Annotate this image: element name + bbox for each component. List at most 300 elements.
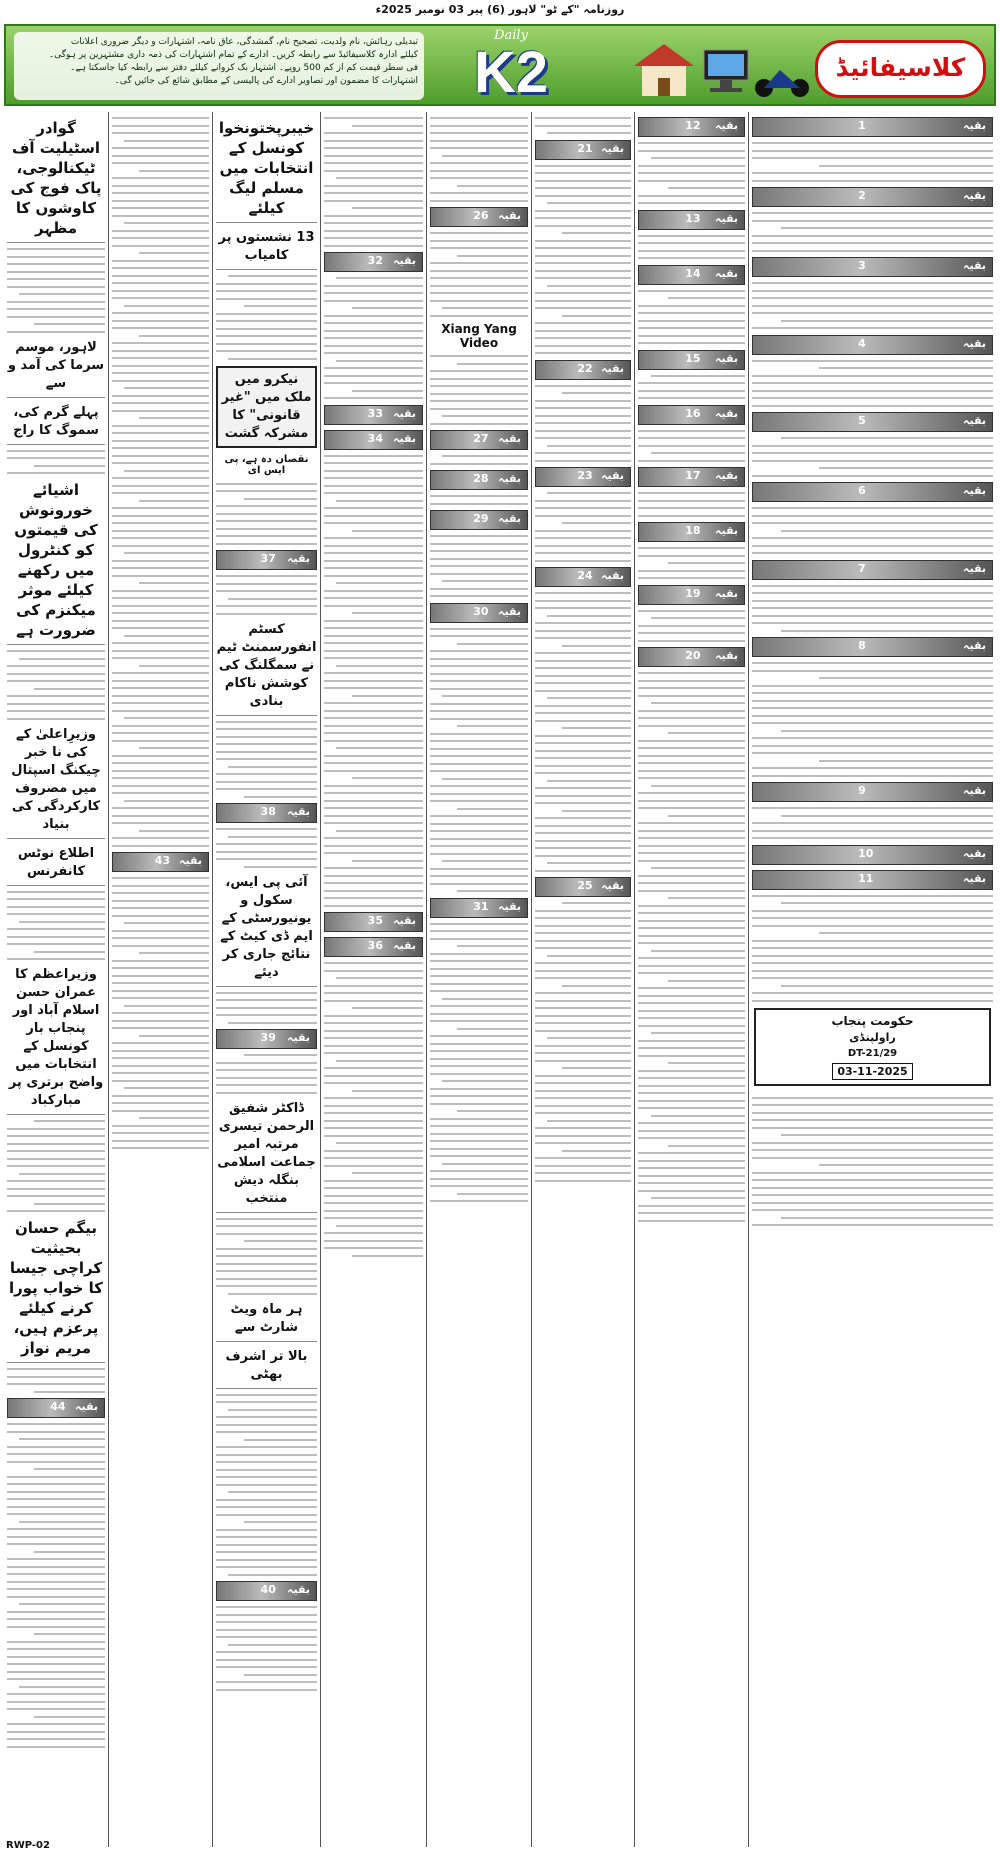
text-line [7,472,105,474]
text-line [112,1110,209,1112]
article-text [638,290,745,345]
text-line [324,462,423,464]
text-line [430,875,528,877]
text-line [7,1738,105,1740]
text-line [7,457,105,459]
text-line [535,1180,631,1182]
text-line [7,703,105,705]
text-line [216,1416,317,1418]
text-line [139,335,209,337]
article-text [7,1120,105,1212]
text-line [651,950,745,952]
text-line [324,1210,423,1212]
text-line [112,900,209,902]
continued-header [430,510,528,530]
continued-label: بقیہ [393,431,416,445]
text-line [562,392,631,394]
text-line [7,1723,105,1725]
text-line [752,670,993,672]
text-line [535,817,631,819]
text-line [112,650,209,652]
text-line [244,1521,317,1523]
text-line [228,598,317,600]
text-line [324,485,423,487]
banner-text-line: اشتہارات کا مضمون اور تصاویر ادارے کی پالیسی کے مطابق شائع کی جائیں گی۔ [114,76,418,86]
text-line [781,437,993,439]
continued-header [7,1398,105,1418]
text-line [216,1476,317,1478]
text-line [430,125,528,127]
text-line [244,498,317,500]
continued-label: بقیہ [498,432,521,445]
text-line [216,1218,317,1220]
article-text [638,672,745,1222]
article-text [112,117,209,847]
text-line [638,257,745,259]
text-line [535,1165,631,1167]
text-line [112,597,209,599]
text-line [651,375,745,377]
text-line [112,907,209,909]
text-line [7,1446,105,1448]
text-line [324,155,423,157]
continued-number: 13 [685,211,701,225]
text-line [324,170,423,172]
text-line [430,1125,528,1127]
text-line [216,528,317,530]
text-line [562,232,631,234]
text-line [535,652,631,654]
text-line [7,1368,105,1370]
text-line [139,1117,209,1119]
text-line [535,840,631,842]
text-line [112,245,209,247]
text-line [112,975,209,977]
text-line [228,1491,317,1493]
text-line [752,305,993,307]
logo-k2: K2 [473,40,549,105]
text-line [324,285,423,287]
text-line [535,682,631,684]
text-line [547,445,631,447]
text-line [430,543,528,545]
text-line [535,630,631,632]
text-line [535,932,631,934]
text-line [112,1147,209,1149]
text-line [638,382,745,384]
article-text [324,117,423,247]
text-line [228,1022,317,1024]
text-line [535,500,631,502]
text-line [324,1232,423,1234]
continued-header [638,585,745,605]
text-line [752,150,993,152]
text-line [324,507,423,509]
text-line [112,567,209,569]
text-line [457,1110,528,1112]
text-line [112,815,209,817]
text-line [112,485,209,487]
text-line [430,408,528,410]
text-line [7,898,105,900]
text-line [112,892,209,894]
text-line [336,665,423,667]
text-line [112,1050,209,1052]
text-line [638,1077,745,1079]
headline: وزیرِاعلیٰ کے کی نا خبر چیکنگ اسپتال میں مصروف کارکردگی کی بنیاد [7,726,105,839]
text-line [112,357,209,359]
text-line [638,1130,745,1132]
text-line [324,455,423,457]
text-line [112,402,209,404]
text-line [752,507,993,509]
continued-header [638,265,745,285]
text-line [352,1007,423,1009]
text-line [324,560,423,562]
text-line [324,1067,423,1069]
text-line [638,1205,745,1207]
text-line [535,422,631,424]
text-line [19,1438,105,1440]
text-line [7,1383,105,1385]
text-line [562,645,631,647]
continued-number: 15 [685,351,701,365]
text-line [112,680,209,682]
text-line [7,286,105,288]
text-line [139,500,209,502]
text-line [216,343,317,345]
text-line [638,1175,745,1177]
text-line [324,147,423,149]
text-line [668,562,745,564]
text-line [112,1012,209,1014]
text-line [535,1052,631,1054]
text-line [244,796,317,798]
text-line [638,755,745,757]
text-line [228,275,317,277]
continued-label: بقیہ [963,484,986,497]
text-line [112,732,209,734]
text-line [124,922,209,924]
text-line [324,687,423,689]
text-line [34,465,105,467]
text-line [638,687,745,689]
headline-sub: اطلاع نوٹس کانفرنس [7,845,105,886]
text-line [535,925,631,927]
text-line [638,547,745,549]
text-line [547,955,631,957]
text-line [112,200,209,202]
text-line [535,247,631,249]
text-line [535,300,631,302]
text-line [430,770,528,772]
article-text [638,430,745,462]
text-line [535,1090,631,1092]
text-line [535,180,631,182]
text-line [547,615,631,617]
text-line [324,1000,423,1002]
text-line [430,355,528,357]
continued-header [752,637,993,657]
text-line [7,1180,105,1182]
text-line [139,1035,209,1037]
text-line [324,1247,423,1249]
text-line [324,192,423,194]
text-line [112,477,209,479]
text-line [430,378,528,380]
text-line [430,853,528,855]
text-line [112,837,209,839]
text-line [324,875,423,877]
government-notice [754,1008,991,1086]
text-line [638,710,745,712]
text-line [244,1240,317,1242]
continued-label: بقیہ [393,914,416,927]
text-line [216,590,317,592]
text-line [781,985,993,987]
continued-number: 16 [685,406,701,420]
text-line [638,1040,745,1042]
text-line [216,751,317,753]
text-line [638,335,745,337]
text-line [535,765,631,767]
text-line [112,455,209,457]
text-line [112,327,209,329]
text-line [216,1278,317,1280]
text-line [324,140,423,142]
text-line [638,837,745,839]
text-line [638,460,745,462]
text-line [324,852,423,854]
text-line [638,1107,745,1109]
text-line [430,535,528,537]
text-line [535,970,631,972]
text-line [216,1263,317,1265]
text-line [112,1125,209,1127]
text-line [430,883,528,885]
text-line [216,1062,317,1064]
logo-daily: Daily [494,28,528,43]
text-line [638,725,745,727]
text-line [535,742,631,744]
headline: آئی پی ایس، سکول و یونیورسٹی کے ایم ڈی کیٹ کے نتائج جاری کر دیئے [216,874,317,987]
text-line [112,997,209,999]
article-text [638,492,745,517]
text-line [562,985,631,987]
text-line [819,165,993,167]
text-line [430,938,528,940]
text-line [668,815,745,817]
headline-sub: پہلے گرم کی، سموگ کا راج [7,404,105,445]
text-line [638,882,745,884]
text-line [139,830,209,832]
text-line [216,758,317,760]
text-line [7,248,105,250]
text-line [638,250,745,252]
text-line [216,773,317,775]
text-line [638,822,745,824]
text-line [638,890,745,892]
text-line [7,316,105,318]
headline: گوادر اسٹیلیت آف ٹیکنالوجی، پاک فوج کی کاوشوں کا مظہر [7,118,105,243]
continued-label: بقیہ [179,854,202,867]
continued-label: بقیہ [498,512,521,525]
text-line [752,940,993,942]
text-line [216,1629,317,1631]
text-line [535,667,631,669]
text-line [752,962,993,964]
text-line [752,142,993,144]
text-line [638,1047,745,1049]
text-line [430,140,528,142]
text-line [457,725,528,727]
text-line [112,612,209,614]
text-line [442,580,528,582]
continued-header [752,257,993,277]
continued-label: بقیہ [963,561,986,575]
text-line [535,1172,631,1174]
text-line [112,515,209,517]
text-line [651,1115,745,1117]
text-line [752,1104,993,1106]
text-line [324,717,423,719]
text-line [430,755,528,757]
text-line [638,1190,745,1192]
text-line [336,747,423,749]
text-line [430,385,528,387]
text-line [216,1270,317,1272]
text-line [19,1173,105,1175]
text-line [638,430,745,432]
text-line [752,1202,993,1204]
text-line [430,495,528,497]
text-line [442,415,528,417]
text-line [324,1195,423,1197]
text-line [7,906,105,908]
text-line [430,393,528,395]
text-line [324,822,423,824]
text-line [324,215,423,217]
text-line [752,327,993,329]
text-line [324,117,423,119]
text-line [112,945,209,947]
article-text [216,1394,317,1576]
text-line [638,305,745,307]
text-line [124,1005,209,1007]
text-line [324,300,423,302]
headline-sub: بالا تر اشرف بھٹی [216,1348,317,1389]
text-line [638,242,745,244]
text-line [535,452,631,454]
continued-header [216,1581,317,1601]
text-line [112,762,209,764]
text-line [34,1551,105,1553]
news-column [4,112,108,1847]
text-line [216,858,317,860]
continued-header [216,1029,317,1049]
text-line [216,283,317,285]
text-line [781,902,993,904]
text-line [324,672,423,674]
text-line [112,755,209,757]
text-line [7,680,105,682]
text-line [324,1120,423,1122]
text-line [752,537,993,539]
text-line [638,830,745,832]
banner-illustration [624,32,814,102]
text-line [112,792,209,794]
article-text [7,450,105,475]
text-line [336,277,423,279]
text-line [7,1573,105,1575]
text-line [535,962,631,964]
text-line [112,192,209,194]
text-line [324,792,423,794]
text-line [324,382,423,384]
continued-number: 20 [685,649,701,662]
text-line [535,225,631,227]
text-line [112,147,209,149]
text-line [752,752,993,754]
text-line [430,923,528,925]
text-line [7,1528,105,1530]
text-line [430,1103,528,1105]
text-line [324,732,423,734]
text-line [562,315,631,317]
text-line [324,1022,423,1024]
headline-sub: نقصان دہ ہے، پی ایس ای [224,453,309,476]
continued-number: 33 [367,406,383,420]
text-line [638,1182,745,1184]
text-line [112,230,209,232]
article-text [430,232,528,317]
article-text [752,360,993,407]
text-line [638,965,745,967]
text-line [112,1102,209,1104]
house-icon [634,44,694,96]
continued-number: 9 [858,784,866,797]
text-line [638,995,745,997]
article-text [430,628,528,893]
continued-label: بقیہ [963,784,986,797]
text-line [638,1122,745,1124]
text-line [216,1461,317,1463]
text-line [112,1065,209,1067]
text-line [216,743,317,745]
text-line [216,851,317,853]
text-line [112,877,209,879]
text-line [547,202,631,204]
text-line [752,692,993,694]
continued-header [752,335,993,355]
text-line [112,990,209,992]
text-line [216,613,317,615]
text-line [430,132,528,134]
text-line [668,1145,745,1147]
text-line [430,240,528,242]
text-line [324,330,423,332]
text-line [430,1020,528,1022]
article-text [638,547,745,579]
text-line [216,1499,317,1501]
continued-header [752,482,993,502]
text-line [430,370,528,372]
text-line [430,960,528,962]
text-line [638,195,745,197]
text-line [7,1461,105,1463]
text-line [651,1197,745,1199]
text-line [752,992,993,994]
